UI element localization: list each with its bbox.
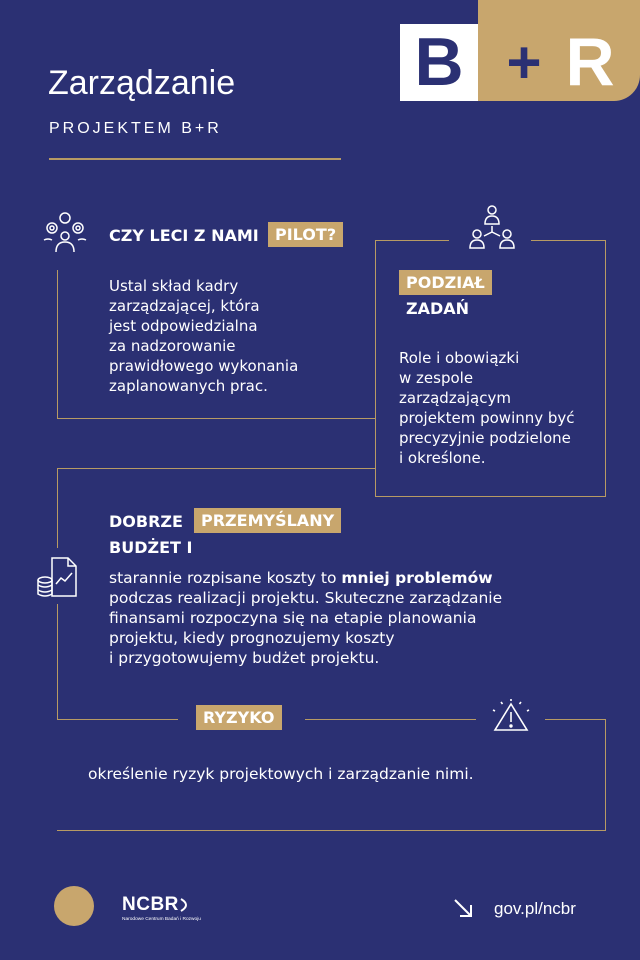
frame-line xyxy=(57,468,58,548)
br-logo-letter-r: R xyxy=(565,24,615,100)
footer-link[interactable]: gov.pl/ncbr xyxy=(494,899,576,918)
warning-icon xyxy=(491,698,531,734)
tasks-line: precyzyjnie podzielone xyxy=(399,429,571,447)
frame-line xyxy=(57,719,178,720)
budget-description xyxy=(109,568,502,668)
tasks-line: i określone. xyxy=(399,449,486,467)
frame-line xyxy=(375,496,606,497)
pilot-heading-tag: PILOT? xyxy=(268,222,343,247)
page-subtitle: PROJEKTEM B+R xyxy=(49,120,222,137)
budget-line-prefix: starannie rozpisane koszty to xyxy=(109,569,342,587)
frame-line xyxy=(57,468,375,469)
gold-circle xyxy=(54,886,94,926)
frame-line xyxy=(57,418,375,419)
pilot-line: jest odpowiedzialna xyxy=(109,317,258,335)
people-gear-icon xyxy=(42,210,88,256)
tasks-heading: ZADAŃ xyxy=(406,299,470,318)
ncbr-logo-text: NCBR xyxy=(122,894,179,915)
tasks-line: zarządzającym xyxy=(399,389,511,407)
pilot-heading: CZY LECI Z NAMI xyxy=(109,226,259,245)
pilot-line: prawidłowego wykonania xyxy=(109,357,299,375)
tasks-heading-tag: PODZIAŁ xyxy=(399,270,492,295)
pilot-line: zarządzającej, która xyxy=(109,297,260,315)
budget-heading-2: BUDŻET I xyxy=(109,538,193,557)
budget-line: finansami rozpoczyna się na etapie planowania xyxy=(109,609,477,627)
risk-heading-tag: RYZYKO xyxy=(196,705,282,730)
coins-chart-icon xyxy=(34,554,82,602)
pilot-line: zaplanowanych prac. xyxy=(109,377,268,395)
pilot-description xyxy=(109,276,298,396)
frame-line xyxy=(57,604,58,719)
arrow-down-right-icon xyxy=(452,897,474,919)
tasks-line: w zespole xyxy=(399,369,474,387)
frame-line xyxy=(305,719,476,720)
budget-line-first xyxy=(109,568,502,588)
frame-line xyxy=(531,240,606,241)
risk-description: określenie ryzyk projektowych i zarządzanie nimi. xyxy=(88,765,474,783)
frame-line xyxy=(605,240,606,497)
pilot-line: za nadzorowanie xyxy=(109,337,236,355)
frame-line xyxy=(375,240,376,496)
tasks-description xyxy=(399,348,575,468)
budget-heading-tag: PRZEMYŚLANY xyxy=(194,508,341,533)
budget-line: podczas realizacji projektu. Skuteczne zarządzanie xyxy=(109,589,503,607)
br-logo-letter-b: B xyxy=(414,24,464,100)
frame-line xyxy=(57,270,58,418)
tasks-line: projektem powinny być xyxy=(399,409,575,427)
ncbr-logo-subtitle: Narodowe Centrum Badań i Rozwoju xyxy=(122,917,201,922)
br-logo-plus: + xyxy=(506,29,542,96)
frame-line xyxy=(375,240,449,241)
budget-line: projektu, kiedy prognozujemy koszty xyxy=(109,629,395,647)
frame-line xyxy=(605,719,606,831)
br-logo xyxy=(400,0,640,101)
tasks-line: Role i obowiązki xyxy=(399,349,520,367)
budget-line-bold: mniej problemów xyxy=(341,569,493,587)
team-hierarchy-icon xyxy=(467,202,517,252)
pilot-line: Ustal skład kadry xyxy=(109,277,239,295)
budget-line: i przygotowujemy budżet projektu. xyxy=(109,649,380,667)
ncbr-logo xyxy=(122,894,201,922)
page-title: Zarządzanie xyxy=(48,64,236,102)
title-underline xyxy=(49,158,341,160)
ncbr-logo-mark xyxy=(180,898,192,912)
budget-heading-1: DOBRZE xyxy=(109,512,183,531)
frame-line xyxy=(545,719,606,720)
frame-line xyxy=(57,830,606,831)
